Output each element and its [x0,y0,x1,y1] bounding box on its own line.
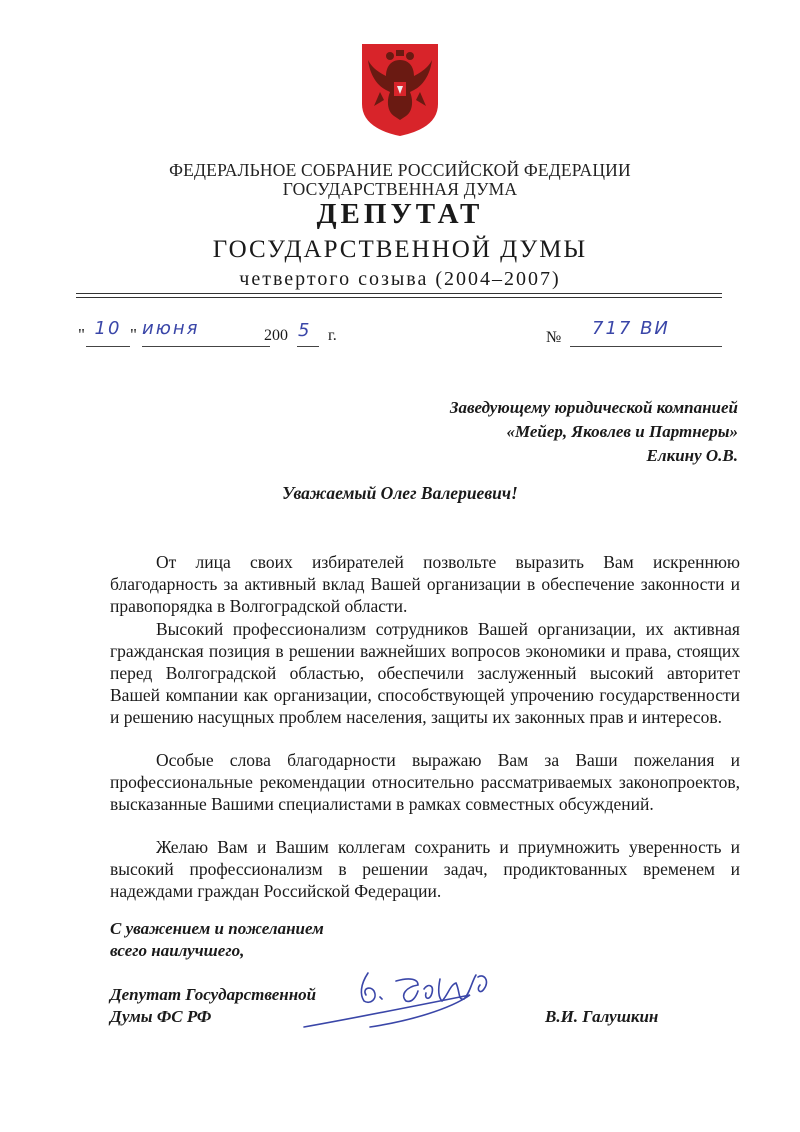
addressee-line1: Заведующему юридической компанией [449,398,738,417]
coat-of-arms-icon [360,42,440,138]
date-day: 10 [94,318,122,339]
closing-line2: всего наилучшего, [110,941,245,960]
header-rule [76,297,722,298]
number-sign: № [546,329,562,346]
org-line1: ФЕДЕРАЛЬНОЕ СОБРАНИЕ РОССИЙСКОЙ ФЕДЕРАЦИИ [169,160,631,180]
header-rule [76,293,722,294]
date-year-prefix: 200 [264,327,288,344]
closing-line1: С уважением и пожеланием [110,919,324,938]
handwritten-signature [300,955,510,1035]
date-open-quote: " [78,325,85,344]
date-year-digit: 5 [298,320,312,341]
body-paragraph-3: Особые слова благодарности выражаю Вам за Ваши пожелания и профессиональные рекомендации относительно рассматриваемых законопроектов, высказанные Вашими специалистами в рамках совместных обсуждений. [110,750,740,814]
body-paragraph-2: Высокий профессионализм сотрудников Вашей организации, их активная гражданская позиция в решении важнейших вопросов экономики и права, стоящих перед Волгоградской областью, обеспечили заслуженный высокий авторитет Вашей компании как организации, способствующей упрочению государственности и решению насущных проблем населения, защиты их законных прав и интересов. [110,619,740,727]
date-close-quote: " [130,325,137,344]
body-paragraph-1: От лица своих избирателей позвольте выразить Вам искреннюю благодарность за активный вклад Вашей организации в обеспечение законности и правопорядка в Волгоградской области. [110,552,740,616]
letterhead-subtitle: ГОСУДАРСТВЕННОЙ ДУМЫ [212,236,588,263]
letterhead-title: ДЕПУТАТ [316,198,484,230]
letter-number-underline [570,346,722,347]
letter-number: 717 ВИ [592,318,670,339]
addressee-line2: «Мейер, Яковлев и Партнеры» [506,422,738,441]
body-paragraph-4: Желаю Вам и Вашим коллегам сохранить и приумножить уверенность и высокий профессионализм в решении задач, продиктованных временем и надеждами граждан Российской Федерации. [110,837,740,901]
date-month: июня [142,318,200,339]
date-year-underline [297,346,319,347]
signatory-position-line1: Депутат Государственной [110,985,317,1004]
date-month-underline [142,346,270,347]
addressee-line3: Елкину О.В. [646,446,738,465]
signatory-position-line2: Думы ФС РФ [110,1007,212,1026]
org-line2: ГОСУДАРСТВЕННАЯ ДУМА [282,179,518,199]
convocation: четвертого созыва (2004–2007) [239,268,561,290]
date-year-suffix: г. [328,327,337,344]
date-day-underline [86,346,130,347]
signatory-name: В.И. Галушкин [545,1007,659,1026]
salutation: Уважаемый Олег Валериевич! [282,483,518,503]
